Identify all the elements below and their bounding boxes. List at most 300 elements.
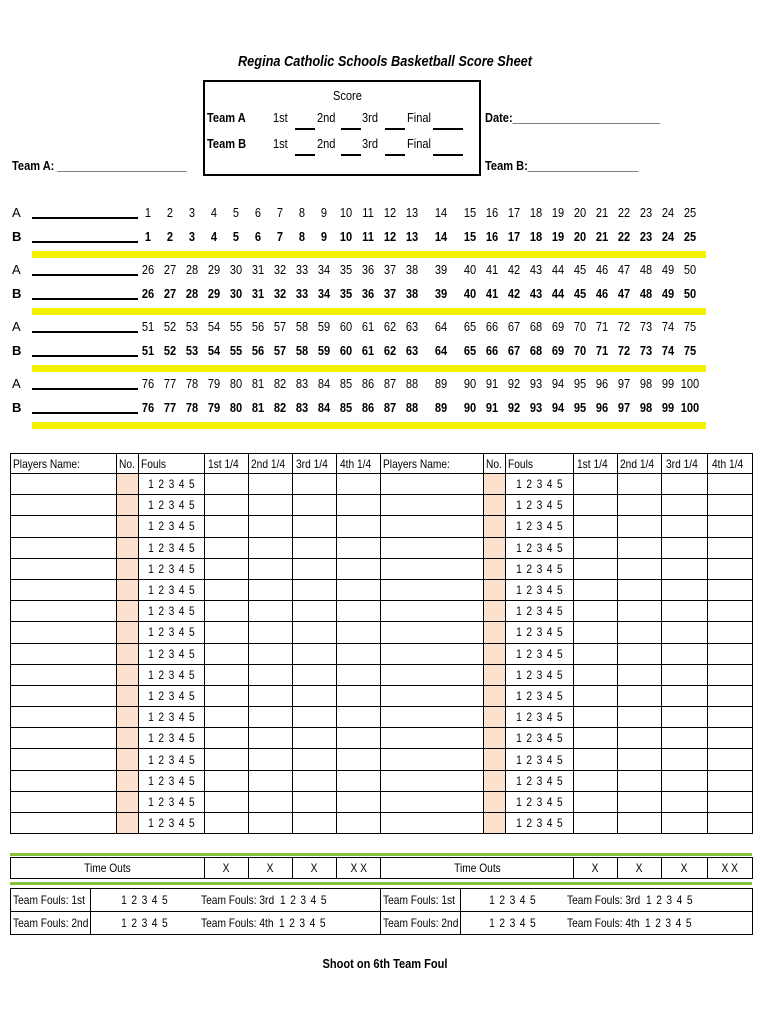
player-fouls-cell[interactable] bbox=[139, 495, 205, 516]
score-number[interactable]: 57 bbox=[273, 319, 287, 334]
player-name-cell[interactable] bbox=[381, 622, 484, 643]
player-number-cell[interactable] bbox=[484, 622, 506, 643]
score-number[interactable]: 11 bbox=[362, 205, 374, 220]
score-number[interactable]: 12 bbox=[383, 229, 397, 244]
q1-points-cell[interactable] bbox=[205, 664, 249, 685]
score-number[interactable]: 23 bbox=[639, 229, 653, 244]
player-fouls-cell[interactable] bbox=[506, 707, 574, 728]
q4-points-cell[interactable] bbox=[337, 685, 381, 706]
score-number[interactable]: 22 bbox=[617, 229, 631, 244]
score-number[interactable]: 32 bbox=[273, 262, 287, 277]
score-number[interactable]: 87 bbox=[383, 400, 397, 415]
q1-points-cell[interactable] bbox=[574, 558, 618, 579]
score-number[interactable]: 1 bbox=[144, 229, 152, 244]
q3-points-cell[interactable] bbox=[662, 749, 708, 770]
score-number[interactable]: 2 bbox=[166, 229, 174, 244]
q1-points-cell[interactable] bbox=[574, 664, 618, 685]
score-number[interactable]: 70 bbox=[573, 343, 587, 358]
player-fouls-cell[interactable] bbox=[139, 707, 205, 728]
score-number[interactable]: 73 bbox=[639, 319, 653, 334]
score-number[interactable]: 38 bbox=[405, 262, 419, 277]
score-number[interactable]: 59 bbox=[317, 319, 331, 334]
q1-points-cell[interactable] bbox=[205, 474, 249, 495]
q2-points-cell[interactable] bbox=[249, 791, 293, 812]
score-number[interactable]: 74 bbox=[661, 319, 675, 334]
q1-points-cell[interactable] bbox=[574, 749, 618, 770]
q3-points-cell[interactable] bbox=[293, 707, 337, 728]
score-number[interactable]: 23 bbox=[639, 205, 653, 220]
score-number[interactable]: 9 bbox=[320, 205, 328, 220]
q1-points-cell[interactable] bbox=[574, 516, 618, 537]
q4-points-cell[interactable] bbox=[708, 601, 753, 622]
scorebox-b-q2-blank[interactable] bbox=[341, 154, 361, 156]
q1-points-cell[interactable] bbox=[574, 813, 618, 834]
player-fouls-cell[interactable] bbox=[506, 664, 574, 685]
q3-points-cell[interactable] bbox=[662, 813, 708, 834]
q1-points-cell[interactable] bbox=[574, 728, 618, 749]
time-out-mark-2[interactable] bbox=[249, 858, 293, 879]
q4-points-cell[interactable] bbox=[708, 664, 753, 685]
q2-points-cell[interactable] bbox=[249, 495, 293, 516]
q2-points-cell[interactable] bbox=[249, 664, 293, 685]
player-number-cell[interactable] bbox=[117, 579, 139, 600]
score-number[interactable]: 10 bbox=[339, 205, 353, 220]
score-number[interactable]: 52 bbox=[163, 319, 177, 334]
score-number[interactable]: 68 bbox=[529, 319, 543, 334]
q3-points-cell[interactable] bbox=[293, 664, 337, 685]
q2-points-cell[interactable] bbox=[249, 601, 293, 622]
score-number[interactable]: 25 bbox=[683, 229, 697, 244]
player-number-cell[interactable] bbox=[484, 601, 506, 622]
q4-points-cell[interactable] bbox=[708, 707, 753, 728]
player-name-cell[interactable] bbox=[11, 495, 117, 516]
scorebox-a-final-blank[interactable] bbox=[433, 128, 463, 130]
q1-points-cell[interactable] bbox=[574, 643, 618, 664]
q4-points-cell[interactable] bbox=[708, 516, 753, 537]
score-number[interactable]: 81 bbox=[251, 400, 265, 415]
score-number[interactable]: 41 bbox=[485, 262, 499, 277]
score-number[interactable]: 78 bbox=[185, 376, 199, 391]
score-number[interactable]: 38 bbox=[405, 286, 419, 301]
score-number[interactable]: 66 bbox=[485, 319, 499, 334]
score-number[interactable]: 89 bbox=[434, 376, 448, 391]
score-number[interactable]: 32 bbox=[273, 286, 287, 301]
scorebox-a-q3-blank[interactable] bbox=[385, 128, 405, 130]
score-number[interactable]: 28 bbox=[185, 286, 199, 301]
q2-points-cell[interactable] bbox=[618, 579, 662, 600]
q2-points-cell[interactable] bbox=[249, 749, 293, 770]
q2-points-cell[interactable] bbox=[618, 474, 662, 495]
score-number[interactable]: 99 bbox=[661, 376, 675, 391]
q4-points-cell[interactable] bbox=[337, 728, 381, 749]
player-fouls-cell[interactable] bbox=[506, 685, 574, 706]
q3-points-cell[interactable] bbox=[662, 516, 708, 537]
row-b-name-line[interactable] bbox=[32, 241, 138, 243]
score-number[interactable]: 48 bbox=[639, 262, 653, 277]
q2-points-cell[interactable] bbox=[249, 474, 293, 495]
player-number-cell[interactable] bbox=[484, 474, 506, 495]
score-number[interactable]: 4 bbox=[210, 229, 218, 244]
score-number[interactable]: 83 bbox=[295, 400, 309, 415]
q4-points-cell[interactable] bbox=[337, 495, 381, 516]
q4-points-cell[interactable] bbox=[708, 558, 753, 579]
player-fouls-cell[interactable] bbox=[506, 791, 574, 812]
player-fouls-cell[interactable] bbox=[506, 537, 574, 558]
score-number[interactable]: 75 bbox=[683, 343, 697, 358]
score-number[interactable]: 46 bbox=[595, 262, 609, 277]
player-number-cell[interactable] bbox=[117, 643, 139, 664]
score-number[interactable]: 7 bbox=[276, 205, 284, 220]
player-name-cell[interactable] bbox=[381, 579, 484, 600]
q2-points-cell[interactable] bbox=[618, 516, 662, 537]
score-number[interactable]: 31 bbox=[251, 262, 265, 277]
player-fouls-cell[interactable] bbox=[506, 516, 574, 537]
score-number[interactable]: 36 bbox=[361, 286, 375, 301]
player-fouls-cell[interactable] bbox=[139, 770, 205, 791]
player-name-cell[interactable] bbox=[11, 579, 117, 600]
score-number[interactable]: 77 bbox=[163, 400, 177, 415]
q2-points-cell[interactable] bbox=[618, 707, 662, 728]
score-number[interactable]: 66 bbox=[485, 343, 499, 358]
score-number[interactable]: 62 bbox=[383, 319, 397, 334]
score-number[interactable]: 47 bbox=[617, 262, 631, 277]
team-fouls-third-marks[interactable]: 1 2 3 4 5 bbox=[645, 893, 694, 907]
score-number[interactable]: 65 bbox=[463, 319, 477, 334]
score-number[interactable]: 15 bbox=[463, 229, 477, 244]
score-number[interactable]: 14 bbox=[434, 205, 448, 220]
q1-points-cell[interactable] bbox=[574, 685, 618, 706]
q4-points-cell[interactable] bbox=[337, 579, 381, 600]
q2-points-cell[interactable] bbox=[249, 685, 293, 706]
score-number[interactable]: 57 bbox=[273, 343, 287, 358]
q4-points-cell[interactable] bbox=[708, 813, 753, 834]
score-number[interactable]: 18 bbox=[529, 229, 543, 244]
q2-points-cell[interactable] bbox=[249, 622, 293, 643]
score-number[interactable]: 41 bbox=[485, 286, 499, 301]
q1-points-cell[interactable] bbox=[205, 728, 249, 749]
q4-points-cell[interactable] bbox=[337, 537, 381, 558]
date-field[interactable]: Date:________________________ bbox=[485, 110, 661, 125]
score-number[interactable]: 70 bbox=[573, 319, 587, 334]
score-number[interactable]: 95 bbox=[573, 400, 587, 415]
player-name-cell[interactable] bbox=[381, 537, 484, 558]
score-number[interactable]: 92 bbox=[507, 400, 521, 415]
player-name-cell[interactable] bbox=[381, 474, 484, 495]
score-number[interactable]: 84 bbox=[317, 400, 331, 415]
q3-points-cell[interactable] bbox=[662, 601, 708, 622]
q2-points-cell[interactable] bbox=[618, 749, 662, 770]
q2-points-cell[interactable] bbox=[249, 537, 293, 558]
player-name-cell[interactable] bbox=[381, 728, 484, 749]
time-out-mark-1[interactable] bbox=[205, 858, 249, 879]
q4-points-cell[interactable] bbox=[708, 622, 753, 643]
q4-points-cell[interactable] bbox=[337, 558, 381, 579]
q2-points-cell[interactable] bbox=[249, 813, 293, 834]
score-number[interactable]: 5 bbox=[232, 205, 240, 220]
player-fouls-cell[interactable] bbox=[139, 537, 205, 558]
score-number[interactable]: 5 bbox=[232, 229, 240, 244]
score-number[interactable]: 46 bbox=[595, 286, 609, 301]
score-number[interactable]: 19 bbox=[551, 205, 565, 220]
q1-points-cell[interactable] bbox=[574, 622, 618, 643]
score-number[interactable]: 61 bbox=[361, 319, 375, 334]
score-number[interactable]: 49 bbox=[661, 262, 675, 277]
q1-points-cell[interactable] bbox=[574, 474, 618, 495]
player-name-cell[interactable] bbox=[11, 537, 117, 558]
row-a-name-line[interactable] bbox=[32, 217, 138, 219]
score-number[interactable]: 53 bbox=[185, 319, 199, 334]
score-number[interactable]: 61 bbox=[361, 343, 375, 358]
score-number[interactable]: 1 bbox=[144, 205, 152, 220]
player-name-cell[interactable] bbox=[381, 495, 484, 516]
q4-points-cell[interactable] bbox=[708, 495, 753, 516]
q1-points-cell[interactable] bbox=[205, 622, 249, 643]
score-number[interactable]: 30 bbox=[229, 262, 243, 277]
q2-points-cell[interactable] bbox=[618, 770, 662, 791]
player-name-cell[interactable] bbox=[381, 601, 484, 622]
player-fouls-cell[interactable] bbox=[506, 622, 574, 643]
q2-points-cell[interactable] bbox=[618, 728, 662, 749]
player-number-cell[interactable] bbox=[484, 558, 506, 579]
q4-points-cell[interactable] bbox=[337, 749, 381, 770]
player-fouls-cell[interactable] bbox=[506, 601, 574, 622]
q3-points-cell[interactable] bbox=[293, 495, 337, 516]
score-number[interactable]: 3 bbox=[188, 229, 196, 244]
q1-points-cell[interactable] bbox=[205, 601, 249, 622]
q4-points-cell[interactable] bbox=[337, 664, 381, 685]
score-number[interactable]: 9 bbox=[320, 229, 328, 244]
score-number[interactable]: 33 bbox=[295, 286, 309, 301]
score-number[interactable]: 47 bbox=[617, 286, 631, 301]
player-fouls-cell[interactable] bbox=[139, 643, 205, 664]
score-number[interactable]: 50 bbox=[683, 286, 697, 301]
score-number[interactable]: 82 bbox=[273, 376, 287, 391]
score-number[interactable]: 26 bbox=[141, 286, 155, 301]
player-fouls-cell[interactable] bbox=[506, 770, 574, 791]
score-number[interactable]: 77 bbox=[163, 376, 177, 391]
player-fouls-cell[interactable] bbox=[139, 474, 205, 495]
player-number-cell[interactable] bbox=[117, 622, 139, 643]
time-out-mark-3[interactable] bbox=[293, 858, 337, 879]
score-number[interactable]: 72 bbox=[617, 343, 631, 358]
player-fouls-cell[interactable] bbox=[506, 643, 574, 664]
scorebox-a-q2-blank[interactable] bbox=[341, 128, 361, 130]
team-fouls-second-marks[interactable] bbox=[91, 912, 199, 935]
q3-points-cell[interactable] bbox=[293, 728, 337, 749]
score-number[interactable]: 34 bbox=[317, 286, 331, 301]
player-name-cell[interactable] bbox=[11, 749, 117, 770]
q3-points-cell[interactable] bbox=[662, 770, 708, 791]
score-number[interactable]: 20 bbox=[573, 229, 587, 244]
q1-points-cell[interactable] bbox=[205, 813, 249, 834]
score-number[interactable]: 43 bbox=[529, 286, 543, 301]
q1-points-cell[interactable] bbox=[205, 558, 249, 579]
q1-points-cell[interactable] bbox=[205, 770, 249, 791]
score-number[interactable]: 40 bbox=[463, 286, 477, 301]
score-number[interactable]: 80 bbox=[229, 400, 243, 415]
score-number[interactable]: 25 bbox=[683, 205, 697, 220]
score-number[interactable]: 76 bbox=[141, 376, 155, 391]
team-fouls-first-marks[interactable] bbox=[91, 889, 199, 912]
q3-points-cell[interactable] bbox=[293, 579, 337, 600]
player-number-cell[interactable] bbox=[117, 749, 139, 770]
score-number[interactable]: 88 bbox=[405, 376, 419, 391]
q3-points-cell[interactable] bbox=[662, 707, 708, 728]
row-b-name-line[interactable] bbox=[32, 412, 138, 414]
score-number[interactable]: 39 bbox=[434, 262, 448, 277]
q4-points-cell[interactable] bbox=[708, 770, 753, 791]
score-number[interactable]: 29 bbox=[207, 286, 221, 301]
player-fouls-cell[interactable] bbox=[506, 558, 574, 579]
q2-points-cell[interactable] bbox=[249, 770, 293, 791]
score-number[interactable]: 87 bbox=[383, 376, 397, 391]
score-number[interactable]: 51 bbox=[141, 343, 155, 358]
q4-points-cell[interactable] bbox=[337, 474, 381, 495]
score-number[interactable]: 35 bbox=[339, 262, 353, 277]
score-number[interactable]: 94 bbox=[551, 400, 565, 415]
q3-points-cell[interactable] bbox=[662, 791, 708, 812]
score-number[interactable]: 85 bbox=[339, 400, 353, 415]
player-number-cell[interactable] bbox=[117, 537, 139, 558]
time-out-mark-1[interactable] bbox=[574, 858, 618, 879]
q4-points-cell[interactable] bbox=[337, 643, 381, 664]
player-fouls-cell[interactable] bbox=[139, 728, 205, 749]
q4-points-cell[interactable] bbox=[708, 728, 753, 749]
score-number[interactable]: 24 bbox=[661, 229, 675, 244]
score-number[interactable]: 12 bbox=[383, 205, 397, 220]
score-number[interactable]: 83 bbox=[295, 376, 309, 391]
q3-points-cell[interactable] bbox=[293, 791, 337, 812]
score-number[interactable]: 8 bbox=[298, 229, 306, 244]
score-number[interactable]: 56 bbox=[251, 319, 265, 334]
q4-points-cell[interactable] bbox=[708, 685, 753, 706]
score-number[interactable]: 72 bbox=[617, 319, 631, 334]
q2-points-cell[interactable] bbox=[618, 622, 662, 643]
q2-points-cell[interactable] bbox=[618, 495, 662, 516]
q3-points-cell[interactable] bbox=[293, 643, 337, 664]
player-fouls-cell[interactable] bbox=[506, 579, 574, 600]
score-number[interactable]: 69 bbox=[551, 343, 565, 358]
q2-points-cell[interactable] bbox=[618, 813, 662, 834]
player-number-cell[interactable] bbox=[484, 813, 506, 834]
score-number[interactable]: 43 bbox=[529, 262, 543, 277]
player-fouls-cell[interactable] bbox=[139, 601, 205, 622]
score-number[interactable]: 13 bbox=[405, 229, 419, 244]
score-number[interactable]: 56 bbox=[251, 343, 265, 358]
team-fouls-second-marks[interactable] bbox=[461, 912, 565, 935]
team-fouls-first-marks[interactable] bbox=[461, 889, 565, 912]
player-name-cell[interactable] bbox=[381, 664, 484, 685]
q4-points-cell[interactable] bbox=[337, 770, 381, 791]
q1-points-cell[interactable] bbox=[574, 601, 618, 622]
player-name-cell[interactable] bbox=[381, 558, 484, 579]
score-number[interactable]: 17 bbox=[507, 205, 521, 220]
q3-points-cell[interactable] bbox=[662, 495, 708, 516]
q1-points-cell[interactable] bbox=[574, 770, 618, 791]
q4-points-cell[interactable] bbox=[337, 516, 381, 537]
player-number-cell[interactable] bbox=[484, 516, 506, 537]
q2-points-cell[interactable] bbox=[249, 558, 293, 579]
score-number[interactable]: 36 bbox=[361, 262, 375, 277]
score-number[interactable]: 85 bbox=[339, 376, 353, 391]
q4-points-cell[interactable] bbox=[337, 622, 381, 643]
player-number-cell[interactable] bbox=[117, 770, 139, 791]
score-number[interactable]: 67 bbox=[507, 343, 521, 358]
score-number[interactable]: 44 bbox=[551, 286, 565, 301]
score-number[interactable]: 34 bbox=[317, 262, 331, 277]
score-number[interactable]: 64 bbox=[434, 343, 448, 358]
score-number[interactable]: 86 bbox=[361, 376, 375, 391]
player-number-cell[interactable] bbox=[117, 728, 139, 749]
q3-points-cell[interactable] bbox=[293, 537, 337, 558]
q4-points-cell[interactable] bbox=[708, 643, 753, 664]
score-number[interactable]: 78 bbox=[185, 400, 199, 415]
q1-points-cell[interactable] bbox=[205, 579, 249, 600]
score-number[interactable]: 100 bbox=[680, 400, 700, 415]
score-number[interactable]: 67 bbox=[507, 319, 521, 334]
time-out-mark-3[interactable] bbox=[662, 858, 708, 879]
score-number[interactable]: 69 bbox=[551, 319, 565, 334]
player-fouls-cell[interactable] bbox=[506, 728, 574, 749]
score-number[interactable]: 88 bbox=[405, 400, 419, 415]
score-number[interactable]: 60 bbox=[339, 343, 353, 358]
score-number[interactable]: 58 bbox=[295, 343, 309, 358]
player-name-cell[interactable] bbox=[11, 643, 117, 664]
q4-points-cell[interactable] bbox=[708, 791, 753, 812]
q3-points-cell[interactable] bbox=[662, 728, 708, 749]
player-name-cell[interactable] bbox=[11, 728, 117, 749]
score-number[interactable]: 42 bbox=[507, 286, 521, 301]
player-number-cell[interactable] bbox=[117, 685, 139, 706]
score-number[interactable]: 62 bbox=[383, 343, 397, 358]
player-name-cell[interactable] bbox=[381, 643, 484, 664]
score-number[interactable]: 95 bbox=[573, 376, 587, 391]
player-name-cell[interactable] bbox=[11, 770, 117, 791]
player-name-cell[interactable] bbox=[381, 685, 484, 706]
scorebox-b-final-blank[interactable] bbox=[433, 154, 463, 156]
score-number[interactable]: 96 bbox=[595, 376, 609, 391]
score-number[interactable]: 90 bbox=[463, 376, 477, 391]
q2-points-cell[interactable] bbox=[618, 791, 662, 812]
q4-points-cell[interactable] bbox=[708, 537, 753, 558]
score-number[interactable]: 75 bbox=[683, 319, 697, 334]
q2-points-cell[interactable] bbox=[618, 558, 662, 579]
score-number[interactable]: 51 bbox=[141, 319, 155, 334]
score-number[interactable]: 20 bbox=[573, 205, 587, 220]
player-fouls-cell[interactable] bbox=[139, 622, 205, 643]
score-number[interactable]: 33 bbox=[295, 262, 309, 277]
q3-points-cell[interactable] bbox=[293, 474, 337, 495]
score-number[interactable]: 21 bbox=[595, 205, 609, 220]
player-name-cell[interactable] bbox=[381, 770, 484, 791]
score-number[interactable]: 76 bbox=[141, 400, 155, 415]
q4-points-cell[interactable] bbox=[337, 601, 381, 622]
player-number-cell[interactable] bbox=[117, 791, 139, 812]
score-number[interactable]: 89 bbox=[434, 400, 448, 415]
q1-points-cell[interactable] bbox=[205, 707, 249, 728]
row-a-name-line[interactable] bbox=[32, 331, 138, 333]
row-b-name-line[interactable] bbox=[32, 355, 138, 357]
q2-points-cell[interactable] bbox=[249, 579, 293, 600]
player-name-cell[interactable] bbox=[11, 558, 117, 579]
player-number-cell[interactable] bbox=[484, 537, 506, 558]
q1-points-cell[interactable] bbox=[205, 516, 249, 537]
score-number[interactable]: 10 bbox=[339, 229, 353, 244]
q1-points-cell[interactable] bbox=[205, 495, 249, 516]
score-number[interactable]: 81 bbox=[251, 376, 265, 391]
player-number-cell[interactable] bbox=[117, 516, 139, 537]
score-number[interactable]: 26 bbox=[141, 262, 155, 277]
